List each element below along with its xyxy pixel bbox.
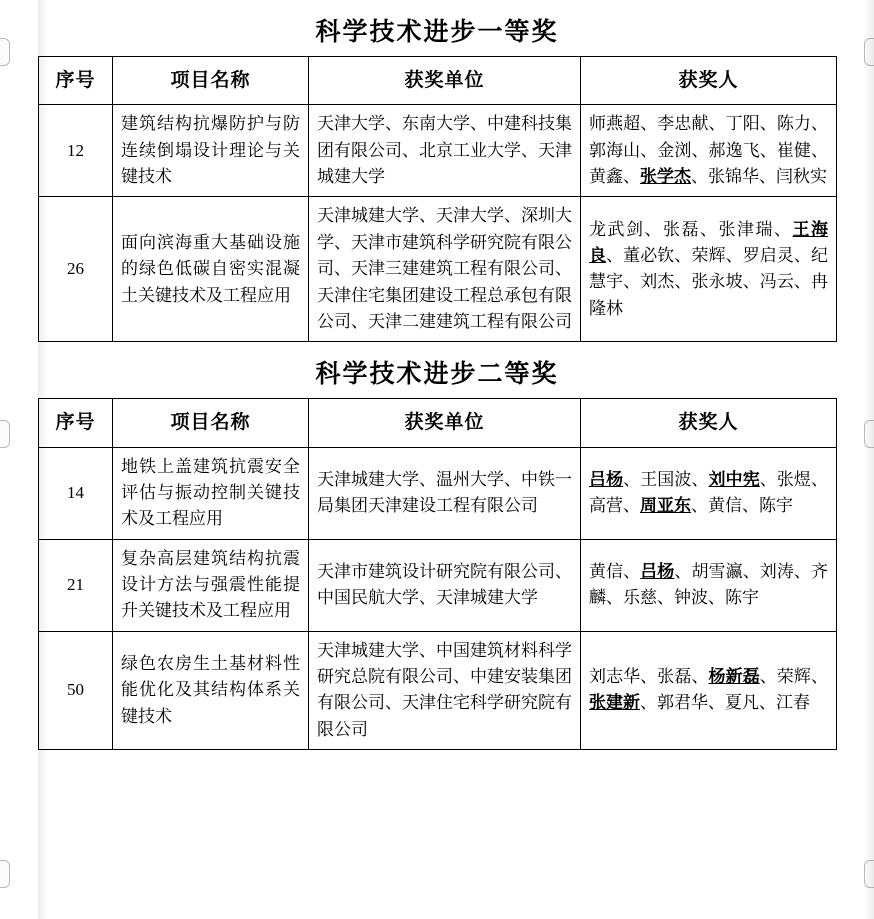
cell-unit: 天津城建大学、中国建筑材料科学研究总院有限公司、中建安装集团有限公司、天津住宅科学研究院有限公司 [309, 631, 581, 749]
column-header-people: 获奖人 [581, 399, 837, 447]
column-header-no: 序号 [39, 399, 113, 447]
binding-hole-icon [0, 860, 10, 888]
column-header-no: 序号 [39, 57, 113, 105]
page-edge-shadow [38, 0, 48, 919]
page-edge-shadow [864, 0, 874, 919]
binding-hole-icon [0, 38, 10, 66]
column-header-project: 项目名称 [113, 399, 309, 447]
award-table-second-prize [38, 398, 837, 750]
table-row [39, 197, 837, 342]
table-row [39, 105, 837, 197]
section-title-first-prize: 科学技术进步一等奖 [315, 19, 559, 46]
cell-unit: 天津大学、东南大学、中建科技集团有限公司、北京工业大学、天津城建大学 [309, 105, 581, 197]
cell-no: 21 [39, 539, 113, 631]
cell-people: 龙武剑、张磊、张津瑞、王海良、董必钦、荣辉、罗启灵、纪慧宇、刘杰、张永坡、冯云、冉隆林 [581, 197, 837, 342]
table-row [39, 539, 837, 631]
table-row [39, 631, 837, 749]
cell-people: 师燕超、李忠献、丁阳、陈力、郭海山、金浏、郝逸飞、崔健、黄鑫、张学杰、张锦华、闫秋实 [581, 105, 837, 197]
cell-no: 50 [39, 631, 113, 749]
table-header-row [39, 57, 837, 105]
table-row [39, 447, 837, 539]
cell-people: 吕杨、王国波、刘中宪、张煜、高营、周亚东、黄信、陈宇 [581, 447, 837, 539]
table-header-row [39, 399, 837, 447]
cell-no: 26 [39, 197, 113, 342]
award-table-first-prize [38, 56, 837, 342]
cell-project: 建筑结构抗爆防护与防连续倒塌设计理论与关键技术 [113, 105, 309, 197]
cell-unit: 天津城建大学、天津大学、深圳大学、天津市建筑科学研究院有限公司、天津三建建筑工程有限公司、天津住宅集团建设工程总承包有限公司、天津二建建筑工程有限公司 [309, 197, 581, 342]
column-header-people: 获奖人 [581, 57, 837, 105]
cell-no: 14 [39, 447, 113, 539]
cell-people: 黄信、吕杨、胡雪瀛、刘涛、齐麟、乐慈、钟波、陈宇 [581, 539, 837, 631]
cell-unit: 天津市建筑设计研究院有限公司、中国民航大学、天津城建大学 [309, 539, 581, 631]
cell-project: 面向滨海重大基础设施的绿色低碳自密实混凝土关键技术及工程应用 [113, 197, 309, 342]
section-title-second-prize: 科学技术进步二等奖 [315, 361, 559, 389]
cell-unit: 天津城建大学、温州大学、中铁一局集团天津建设工程有限公司 [309, 447, 581, 539]
cell-no: 12 [39, 105, 113, 197]
cell-project: 复杂高层建筑结构抗震设计方法与强震性能提升关键技术及工程应用 [113, 539, 309, 631]
cell-people: 刘志华、张磊、杨新磊、荣辉、张建新、郭君华、夏凡、江春 [581, 631, 837, 749]
column-header-unit: 获奖单位 [309, 399, 581, 447]
column-header-project: 项目名称 [113, 57, 309, 105]
cell-project: 绿色农房生土基材料性能优化及其结构体系关键技术 [113, 631, 309, 749]
cell-project: 地铁上盖建筑抗震安全评估与振动控制关键技术及工程应用 [113, 447, 309, 539]
binding-hole-icon [0, 420, 10, 448]
column-header-unit: 获奖单位 [309, 57, 581, 105]
